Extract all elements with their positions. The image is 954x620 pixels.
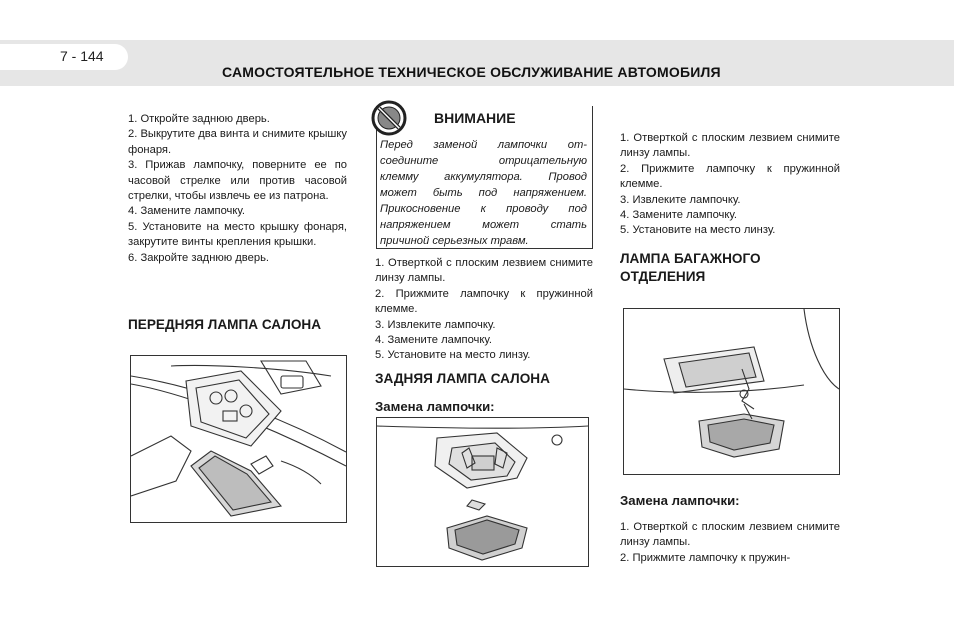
step-item: 3. Прижав лампочку, поверните ее по часовой стрелке или против часовой стрелки, чтобы извлечь ее из патрона. [128,159,347,203]
column-3-steps [620,131,840,239]
step-item: 6. Закройте заднюю дверь. [128,251,270,264]
trunk-lamp-heading: ЛАМПА БАГАЖНОГО ОТДЕЛЕНИЯ [620,251,761,284]
step-item: 1. Отверткой с плоским лезвием снимите линзу лампы. [375,257,593,285]
warning-line: соедините отрицательную [380,155,587,167]
step-item: 5. Установите на место линзу. [620,224,776,237]
prohibition-icon [370,99,408,137]
step-item: 1. Откройте заднюю дверь. [128,113,270,125]
front-lamp-heading: ПЕРЕДНЯЯ ЛАМПА САЛОНА [128,317,322,332]
trunk-lamp-subheading: Замена лампочки: [620,493,740,508]
page-title: САМОСТОЯТЕЛЬНОЕ ТЕХНИЧЕСКОЕ ОБСЛУЖИВАНИЕ АВТОМОБИЛЯ [222,64,721,80]
step-item: 4. Замените лампочку. [620,209,737,222]
step-item: 4. Замените лампочку. [375,334,492,347]
step-item: 4. Замените лампочку. [128,205,245,218]
step-item: 3. Извлеките лампочку. [375,318,496,331]
rear-lamp-subheading: Замена лампочки: [375,399,495,414]
warning-text [380,137,587,249]
front-lamp-illustration [130,355,347,523]
warning-line: Прикосновение к проводу под [380,203,587,215]
column-1-steps [128,112,347,266]
warning-line: напряжением может стать [380,219,587,231]
rear-lamp-heading: ЗАДНЯЯ ЛАМПА САЛОНА [375,371,550,386]
warning-line: может быть под напряжением. [380,187,587,199]
rear-lamp-illustration [376,417,589,567]
warning-line: клемму аккумулятора. Провод [380,171,587,183]
warning-line: причиной серьезных травм. [380,235,529,247]
trunk-lamp-illustration [623,308,840,475]
warning-title: ВНИМАНИЕ [434,110,516,126]
step-item: 2. Выкрутите два винта и снимите крышку фонаря. [128,128,347,156]
step-item: 3. Извлеките лампочку. [620,193,741,206]
step-item: 5. Установите на место линзу. [375,349,531,362]
column-2-steps [375,256,593,364]
step-item: 2. Прижмите лампочку к пружинной клемме. [375,287,593,316]
step-item: 2. Прижмите лампочку к пружин- [620,551,791,564]
step-item: 1. Отверткой с плоским лезвием снимите линзу лампы. [620,132,840,160]
step-item: 1. Отверткой с плоским лезвием снимите линзу лампы. [620,521,840,549]
step-item: 2. Прижмите лампочку к пружинной клемме. [620,162,840,191]
column-3-steps-2 [620,520,840,566]
warning-line: Перед заменой лампочки от- [380,139,587,151]
page-number: 7 - 144 [60,48,104,64]
step-item: 5. Установите на место крышку фонаря, закрутите винты крепления крышки. [128,220,347,249]
